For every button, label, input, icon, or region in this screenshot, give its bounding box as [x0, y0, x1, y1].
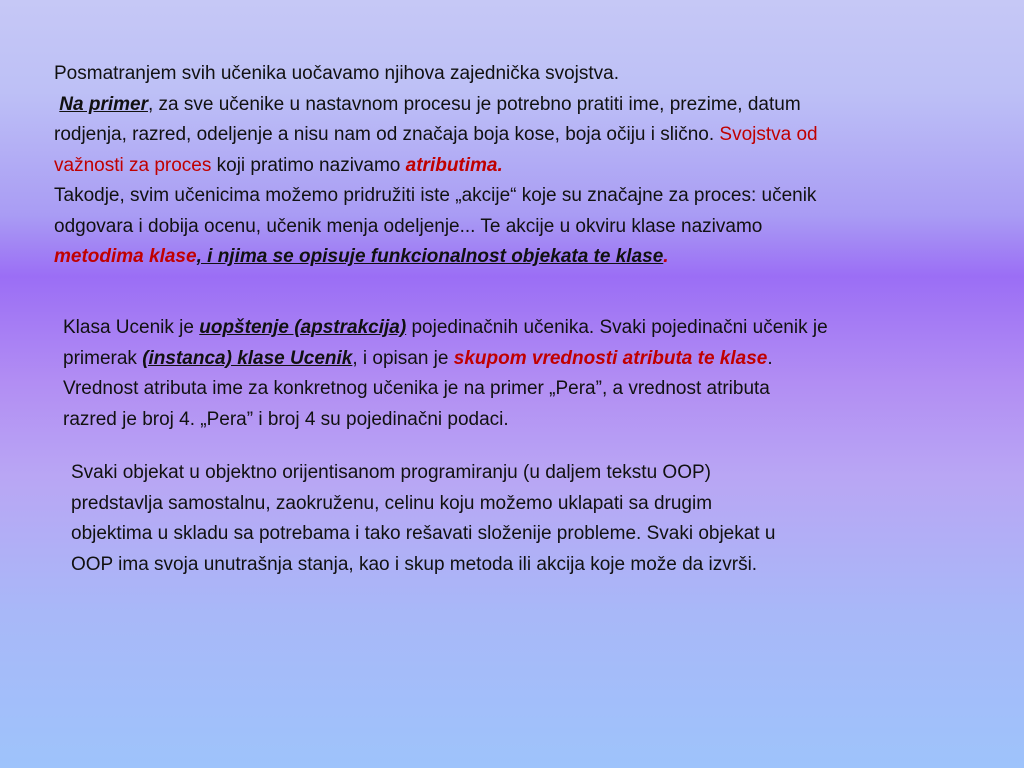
p1-line-1: Posmatranjem svih učenika uočavamo njihova zajednička svojstva. — [54, 63, 619, 84]
paragraph-oop-object — [71, 458, 971, 580]
p1-line-2 — [54, 90, 994, 121]
vaznosti-highlight: važnosti za proces — [54, 154, 212, 176]
atributima-term: atributima. — [405, 154, 503, 176]
skup-vrednosti-term: skupom vrednosti atributa te klase — [453, 347, 768, 369]
p1-final-period: . — [663, 246, 669, 267]
paragraph-class-ucenik — [63, 313, 1003, 435]
p2-line-2 — [63, 344, 1003, 375]
na-primer-emphasis: Na primer — [59, 93, 148, 115]
funkcionalnost-emphasis: , i njima se opisuje funkcionalnost objekata te klase — [196, 246, 664, 267]
p2-line-4: razred je broj 4. „Pera” i broj 4 su pojedinačni podaci. — [63, 408, 509, 430]
p3-line-4: OOP ima svoja unutrašnja stanja, kao i skup metoda ili akcija koje može da izvrši. — [71, 553, 758, 575]
p2-line-2-mid: , i opisan je — [352, 347, 454, 369]
p1-line-3-text: rodjenja, razred, odeljenje a nisu nam od značaja boja kose, boja očiju i slično. — [54, 124, 720, 145]
p2-line-1 — [63, 313, 1003, 344]
p1-line-3 — [54, 120, 994, 151]
p3-line-1: Svaki objekat u objektno orijentisanom programiranju (u daljem tekstu OOP) — [71, 462, 711, 483]
metodima-klase-term: metodima klase — [54, 246, 197, 267]
p1-line-7 — [54, 242, 994, 273]
instanca-term: (instanca) klase Ucenik — [142, 347, 353, 369]
p2-line-3: Vrednost atributa ime za konkretnog učenika je na primer „Pera”, a vrednost atributa — [63, 378, 770, 399]
svojstva-highlight: Svojstva od — [719, 124, 818, 145]
p1-line-5: Takodje, svim učenicima možemo pridružiti iste „akcije“ koje su značajne za proces: učenik — [54, 185, 817, 206]
p1-line-6: odgovara i dobija ocenu, učenik menja odeljenje... Te akcije u okviru klase nazivamo — [54, 215, 763, 237]
p1-line-4 — [54, 151, 994, 182]
paragraph-attributes — [54, 59, 994, 273]
p1-line-4-text: koji pratimo nazivamo — [211, 154, 406, 176]
p2-line-2-text: primerak — [63, 347, 143, 369]
p3-line-3: objektima u skladu sa potrebama i tako rešavati složenije probleme. Svaki objekat u — [71, 523, 776, 544]
p3-line-2: predstavlja samostalnu, zaokruženu, celinu koju možemo uklapati sa drugim — [71, 492, 713, 514]
p2-line-1-text: Klasa Ucenik je — [63, 317, 200, 338]
p2-line-2-period: . — [767, 347, 773, 369]
p2-line-1-rest: pojedinačnih učenika. Svaki pojedinačni učenik je — [406, 317, 828, 338]
apstrakcija-term: uopštenje (apstrakcija) — [199, 317, 407, 338]
p1-line-2-text: , za sve učenike u nastavnom procesu je potrebno pratiti ime, prezime, datum — [147, 93, 801, 115]
